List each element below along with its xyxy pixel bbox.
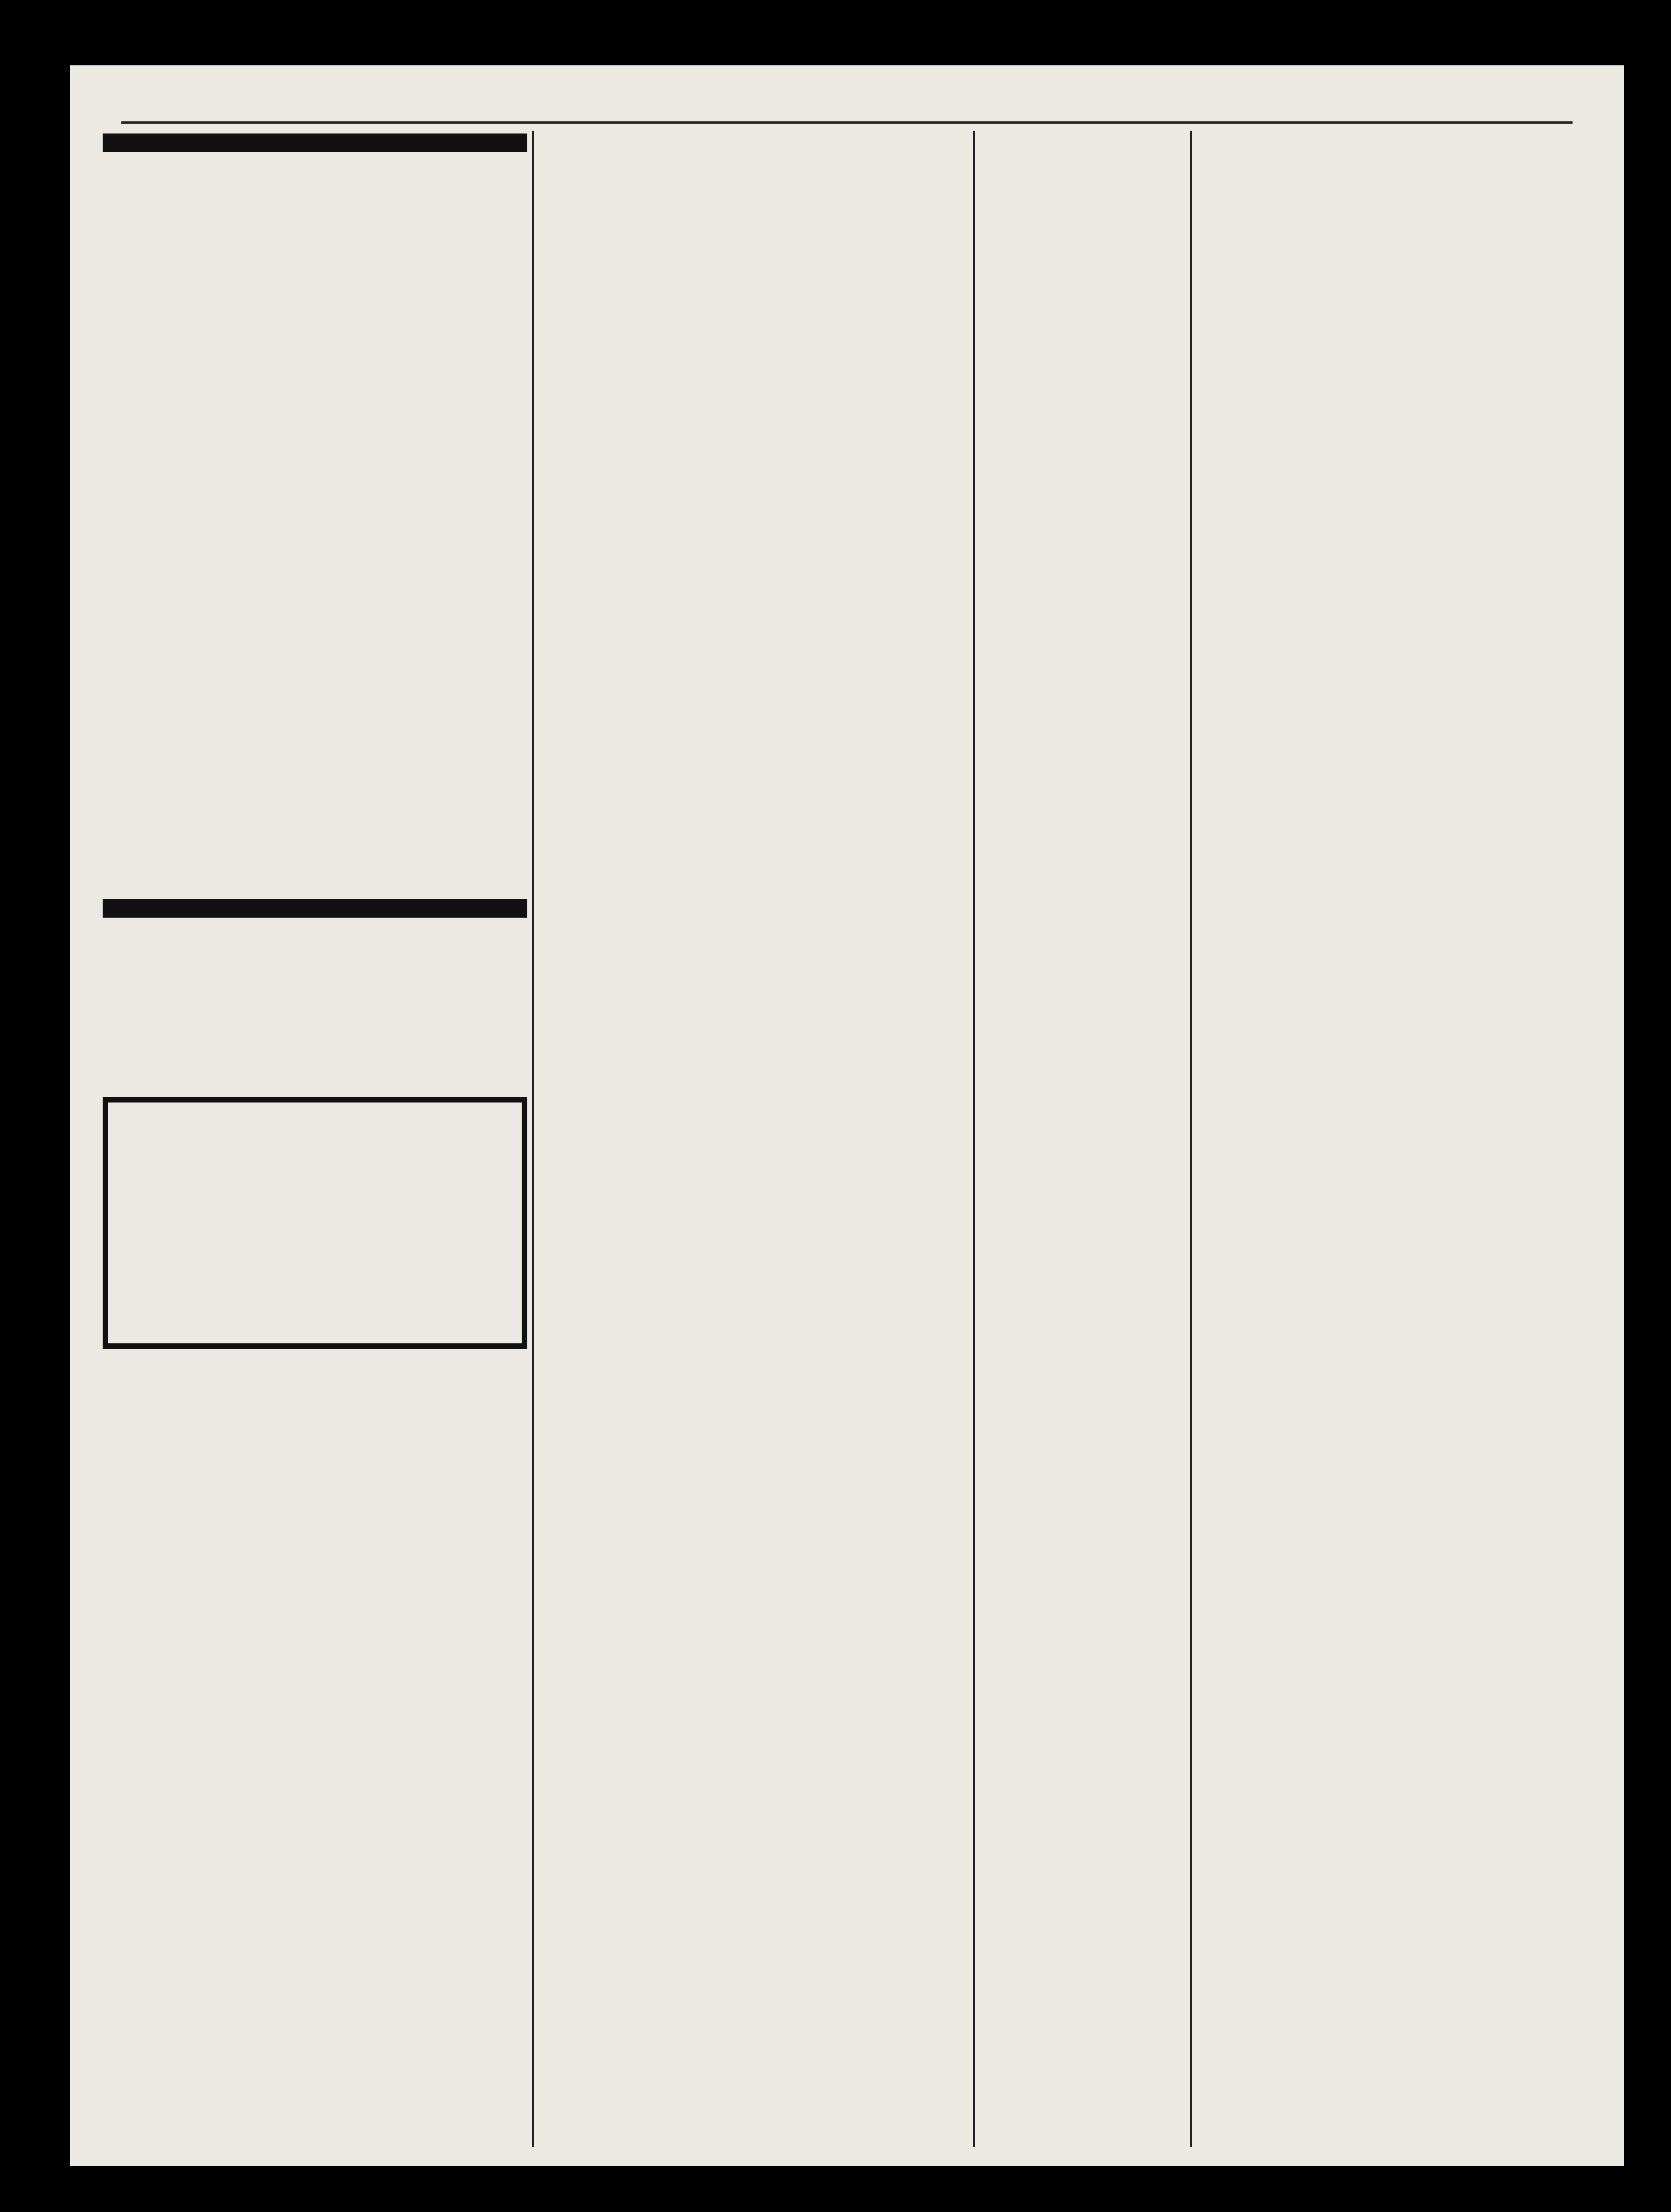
newspaper-page: [70, 65, 1624, 2166]
column-1: [103, 131, 527, 2147]
ad-top-bar: [103, 899, 527, 918]
ad-vertretung: [103, 1097, 527, 1349]
page-header: [121, 79, 1573, 124]
ad-lohnarbeit: [103, 896, 527, 1092]
column-rule: [532, 131, 534, 2147]
column-rule: [1190, 131, 1192, 2147]
column-rule: [973, 131, 975, 2147]
ad-distriktsarzt: [103, 131, 527, 896]
ad-top-bar: [103, 133, 527, 152]
